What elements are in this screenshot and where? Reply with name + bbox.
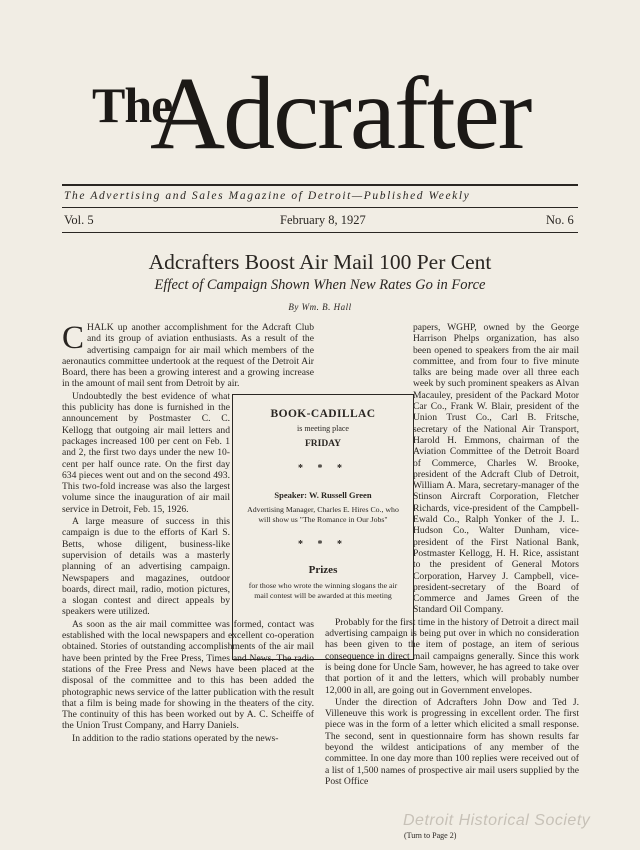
paragraph: Probably for the first time in the history of Detroit a direct mail advertising campaign is being put over in which no consideration has been given to the item of postage, an item of serious consequence in direct mail campaigns generally. Since this work is being done for Uncle Sam, however, he has agreed to take over that portion of it and the letters, which will probably number 12,000 in all, are going out in Government envelopes. — [325, 616, 579, 696]
issue-volume: Vol. 5 — [64, 213, 94, 227]
paragraph: As soon as the air mail committee was formed, contact was established with the local newspapers and excellent co-operation obtained. Stories of outstanding accomplishments of the air mail have been printed by the Free Press, Times and News. The radio stations of the Free Press and News have been placed at the disposal of the committee and to this has been added the photographic news service of the latter publication with the result that a film is being made for showing in the theaters of the city. The continuity of this has been worked out by A. C. Scheiffe of the Union Trust Company, and Harry Daniels. — [62, 618, 314, 732]
notice-day: FRIDAY — [304, 439, 342, 449]
masthead-tagline: The Advertising and Sales Magazine of Detroit—Published Weekly — [64, 190, 471, 202]
article-byline: By Wm. B. Hall — [288, 302, 352, 312]
paragraph: In addition to the radio stations operated by the news- — [72, 732, 279, 744]
drop-cap: C — [62, 320, 85, 356]
turn-page-note: (Turn to Page 2) — [404, 831, 457, 840]
notice-speaker-desc: Advertising Manager, Charles E. Hires Co., who will show us "The Romance in Our Jobs" — [247, 505, 399, 524]
notice-speaker: Speaker: W. Russell Green — [274, 490, 372, 500]
masthead-rule-top — [62, 184, 578, 186]
issue-number: No. 6 — [546, 213, 574, 227]
paragraph: Undoubtedly the best evidence of what this publicity has done is furnished in the announcement by Postmaster C. C. Kellogg that outgoing air mail letters and packages increased 100 per cent on Feb. 1 and 2, the first two days under the new 10-cent per half ounce rate. On the first day 634 pieces went out and on the second 493. This two-fold increase was also the largest volume since the inauguration of air mail service in Detroit, Feb. 15, 1926. — [62, 390, 230, 515]
paragraph: CHALK up another accomplishment for the Adcraft Club and its group of aviation enthusiasts. As a result of the advertising campaign for air mail which members of the aeronautics committee undertook at the request of the Detroit Air Board, there has been a growing interest and a growing increase in the amount of mail sent from Detroit by air. — [62, 320, 314, 390]
folio-rule — [62, 232, 578, 233]
notice-venue: BOOK-CADILLAC — [270, 408, 376, 420]
tagline-rule — [62, 207, 578, 208]
watermark: Detroit Historical Society — [403, 812, 591, 829]
article-headline: Adcrafters Boost Air Mail 100 Per Cent — [148, 250, 492, 274]
masthead-title: Adcrafter — [150, 56, 531, 171]
notice-divider: * * * — [298, 539, 348, 550]
article-subhead: Effect of Campaign Shown When New Rates Go in Force — [154, 277, 486, 293]
paragraph: A large measure of success in this campaign is due to the efforts of Karl S. Betts, whose diligent, business-like supervision of details was a masterly planning of an advertising campaign. Newspapers and magazines, outdoor boards, direct mail, radio, motion pictures, a slogan contest and direct appeals by speakers were utilized. — [62, 516, 230, 618]
paragraph: Under the direction of Adcrafters John Dow and Ted J. Villeneuve this work is progressing in excellent order. The first piece was in the form of a letter which elicited a small response. The second, sent in questionnaire form has shown results far beyond the wildest anticipations of any member of the committee. In one day more than 100 replies were received out of a list of 1,500 names of prospective air mail users supplied by the Post Office — [325, 696, 579, 787]
issue-date: February 8, 1927 — [280, 213, 366, 227]
notice-prizes-desc: for those who wrote the winning slogans the air mail contest will be awarded at this meeting — [248, 581, 398, 600]
notice-prizes-title: Prizes — [308, 564, 338, 576]
masthead-the: The — [92, 77, 173, 133]
paragraph: papers, WGHP, owned by the George Harrison Phelps organization, has also been opened to speakers from the air mail committee, and from four to five minute talks are being made over all three each week by such prominent speakers as Alvan Macauley, president of the Packard Motor Car Co., Frank W. Blair, president of the Union Trust Co., Carl B. Fritsche, secretary of the National Air Transport, Harold H. Emmons, chairman of the Aviation Committee of the Detroit Board of Commerce, Charles W. Brooke, president of the Adcraft Club of Detroit, William A. Mara, secretary-manager of the Stinson Aircraft Corporation, Fletcher Richards, vice-president of the Campbell-Ewald Co., Ralph Yonker of the J. L. Hudson Co., Walter Dunham, vice-president of the First National Bank, Postmaster Kellogg, H. H. Rice, assistant to the president of General Motors Corporation, Harvey J. Campbell, vice-president-secretary of the Board of Commerce and James Green of the Standard Oil Company. — [413, 322, 579, 616]
notice-divider: * * * — [298, 463, 348, 474]
meeting-notice-box — [232, 394, 414, 660]
notice-meeting-place: is meeting place — [297, 424, 349, 433]
